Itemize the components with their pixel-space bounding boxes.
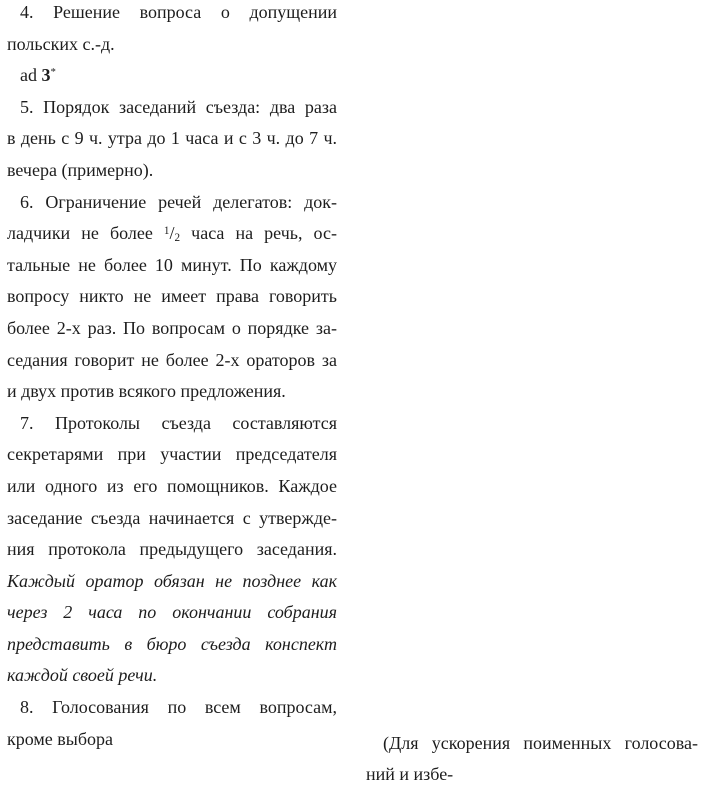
text-line: 6. Ограничение речей делегатов: док- [20, 191, 337, 212]
main-text-column [7, 0, 337, 755]
text-line: вечера (примерно). [7, 159, 154, 180]
text-line-italic: представить в бюро съезда конспект [7, 633, 337, 654]
fraction-denominator: 2 [174, 232, 181, 245]
paragraph-item-5 [7, 92, 337, 187]
text-line: польских с.-д. [7, 33, 115, 54]
text-line: в день с 9 ч. утра до 1 часа и с 3 ч. до 7 ч. [7, 128, 337, 149]
paragraph-item-6 [7, 187, 337, 408]
text-line: заседание съезда начинается с утвержде- [7, 507, 337, 528]
text-line-italic: Каждый оратор обязан не позднее как [7, 570, 337, 591]
footnote-asterisk: * [50, 66, 56, 79]
text-line [7, 60, 337, 92]
paragraph-ad-3 [7, 60, 337, 92]
text-line: вопросу никто не имеет права говорить [7, 286, 337, 307]
ad-number: 3 [41, 65, 51, 86]
text-line: или одного из его помощников. Каждое [7, 475, 337, 496]
text-line: секретарями при участии председателя [7, 444, 337, 465]
paragraph-item-8 [7, 692, 337, 755]
text-line: 4. Решение вопроса о допущении [20, 2, 337, 22]
text-line: 8. Голосования по всем вопросам, [20, 697, 337, 718]
paragraph-item-7 [7, 408, 337, 692]
text-line: кроме выбора [7, 728, 114, 749]
fraction-slash: / [169, 223, 175, 244]
text-line: 7. Протоколы съезда составляются [20, 412, 337, 433]
note-line: (Для ускорения поименных голосова- [383, 733, 698, 753]
fraction-numerator: 1 [163, 224, 170, 237]
text-line: седания говорит не более 2-х ораторов за [7, 349, 337, 370]
continuation-note [366, 728, 698, 787]
fraction-before-text: ладчики не более [7, 223, 164, 244]
text-line: 5. Порядок заседаний съезда: два раза [20, 96, 337, 117]
note-line: ний и избе- [366, 764, 454, 785]
text-line: и двух против всякого предложения. [7, 381, 286, 402]
text-line-italic: через 2 часа по окончании собрания [7, 602, 337, 623]
text-line-with-fraction [7, 218, 337, 250]
text-line: тальные не более 10 минут. По каждому [7, 254, 337, 275]
text-line-italic: каждой своей речи. [7, 665, 158, 686]
ad-prefix: ad [20, 65, 42, 86]
fraction-after-text: часа на речь, ос- [180, 223, 337, 244]
paragraph-item-4 [7, 0, 337, 60]
text-line: более 2-х раз. По вопросам о порядке за- [7, 317, 337, 338]
text-line: ния протокола предыдущего заседания. [7, 539, 337, 560]
